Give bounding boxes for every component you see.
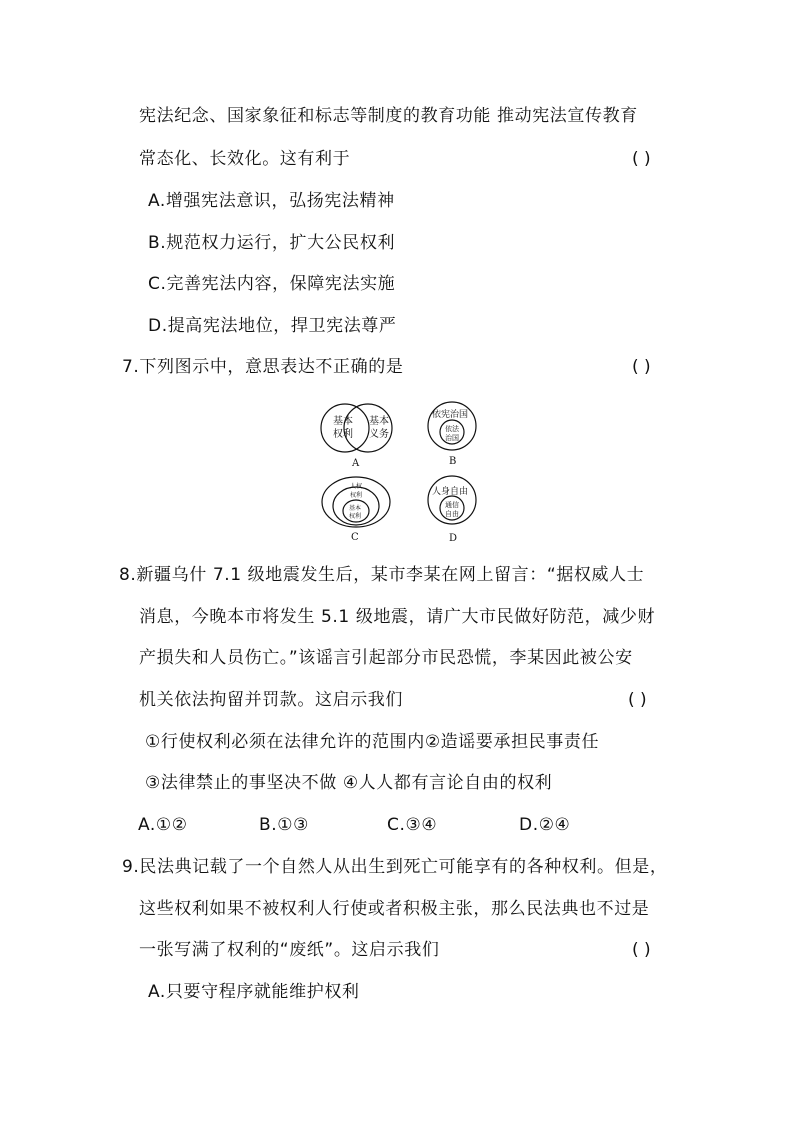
c-outer-text: 人权 (350, 483, 363, 490)
q9-stem-line2: 这些权利如果不被权利人行使或者积极主张，那么民法典也不过是 (139, 899, 650, 919)
d-label: D (449, 533, 458, 544)
q9-stem-line1: 9.民法典记载了一个自然人从出生到死亡可能享有的各种权利。但是， (122, 857, 668, 877)
q8-choice-a: A.①② (138, 815, 188, 835)
b-inner-text-1: 依法 (445, 425, 459, 433)
c-inner-text-2: 权利 (349, 513, 362, 520)
q7-stem: 7.下列图示中，意思表达不正确的是 (122, 357, 404, 377)
q6-option-a: A.增强宪法意识，弘扬宪法精神 (148, 191, 395, 211)
q8-statements-line1: ①行使权利必须在法律允许的范围内②造谣要承担民事责任 (145, 732, 600, 752)
q6-option-b: B.规范权力运行，扩大公民权利 (148, 233, 396, 253)
a-label: A (352, 458, 360, 469)
d-inner-text-1: 通信 (445, 501, 459, 509)
diagram-c (322, 477, 390, 543)
diagram-b (428, 402, 476, 467)
q6-answer-bracket: ( ) (632, 149, 651, 169)
a-right-text-2: 义务 (369, 429, 389, 440)
diagram-a (321, 404, 392, 469)
q7-answer-bracket: ( ) (632, 357, 651, 377)
q8-choice-c: C.③④ (387, 815, 438, 835)
q8-answer-bracket: ( ) (628, 690, 647, 710)
a-left-text-2: 权利 (333, 429, 353, 440)
q8-stem-line1: 8.新疆乌什 7.1 级地震发生后，某市李某在网上留言：“据权威人士 (119, 565, 645, 585)
q6-option-c: C.完善宪法内容，保障宪法实施 (148, 274, 396, 294)
c-middle-text: 权利 (350, 492, 363, 499)
c-label: C (351, 532, 359, 543)
q8-statements-line2: ③法律禁止的事坚决不做 ④人人都有言论自由的权利 (145, 773, 553, 793)
q6-stem-line2: 常态化、长效化。这有利于 (139, 149, 351, 169)
q8-stem-line2: 消息，今晚本市将发生 5.1 级地震，请广大市民做好防范，减少财 (139, 607, 656, 627)
q8-stem-line4: 机关依法拘留并罚款。这启示我们 (139, 690, 403, 710)
d-inner-text-2: 自由 (445, 510, 459, 518)
b-inner-text-2: 治国 (445, 434, 459, 442)
q6-option-d: D.提高宪法地位，捍卫宪法尊严 (148, 316, 397, 336)
c-inner-text-1: 基本 (349, 505, 362, 512)
q6-stem-line1: 宪法纪念、国家象征和标志等制度的教育功能 推动宪法宣传教育 (139, 106, 638, 126)
q9-option-a: A.只要守程序就能维护权利 (148, 982, 360, 1002)
q7-figure (318, 400, 482, 550)
q8-choice-d: D.②④ (519, 815, 571, 835)
q8-stem-line3: 产损失和人员伤亡。”该谣言引起部分市民恐慌，李某因此被公安 (139, 648, 633, 668)
rights-circle (321, 404, 369, 452)
q9-answer-bracket: ( ) (632, 940, 651, 960)
diagram-d (428, 476, 476, 544)
q8-choice-b: B.①③ (259, 815, 309, 835)
b-label: B (449, 456, 457, 467)
b-outer-text: 依宪治国 (432, 410, 469, 420)
q7-diagram (318, 400, 482, 550)
duties-circle (344, 404, 392, 452)
q9-stem-line3: 一张写满了权利的“废纸”。这启示我们 (139, 940, 440, 960)
a-left-text-1: 基本 (333, 416, 353, 427)
d-outer-text: 人身自由 (432, 487, 469, 497)
a-right-text-1: 基本 (369, 416, 389, 427)
